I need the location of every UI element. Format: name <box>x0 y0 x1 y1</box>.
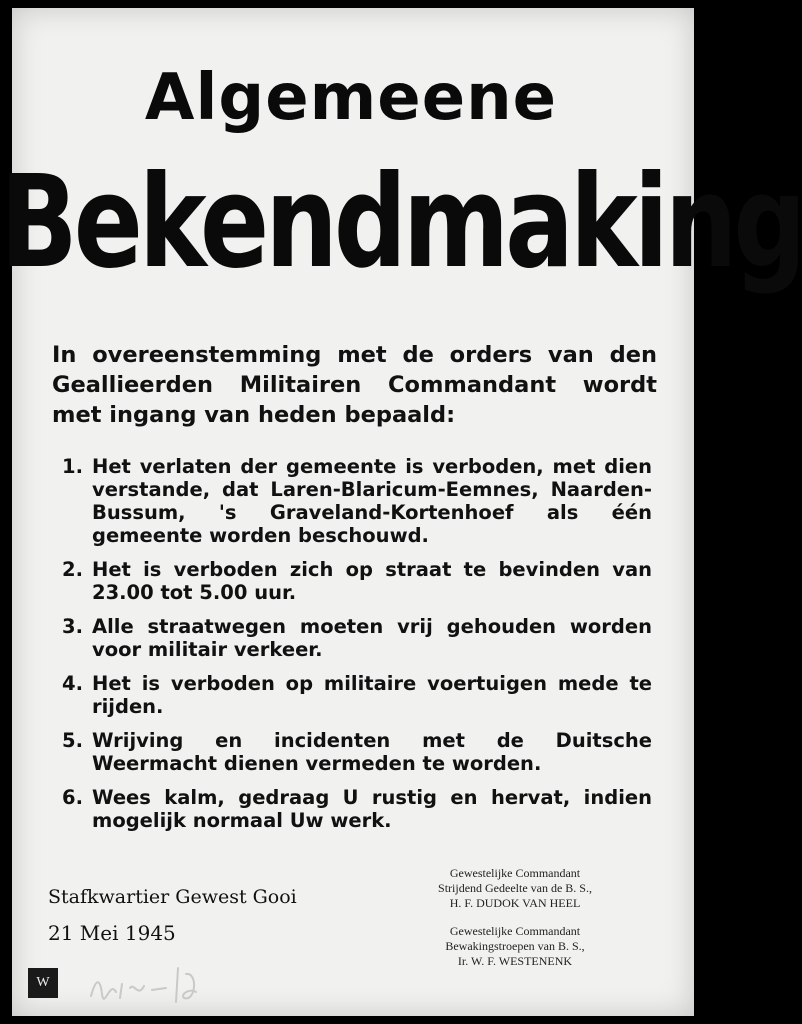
list-item <box>62 729 652 775</box>
item-number: 1. <box>62 455 83 478</box>
poster-title-line1: Algemeene <box>144 61 558 135</box>
item-text: Het is verboden zich op straat te bevinden van 23.00 tot 5.00 uur. <box>92 558 652 604</box>
stamp-letter: W <box>36 975 50 990</box>
item-number: 2. <box>62 558 83 581</box>
ordinance-list <box>62 455 652 843</box>
item-text: Het verlaten der gemeente is verboden, met dien verstande, dat Laren-Blaricum-Eemnes, Naarden-Bussum, 's Graveland-Kortenhoef als één gemeente worden beschouwd. <box>92 455 652 547</box>
item-text: Alle straatwegen moeten vrij gehouden worden voor militair verkeer. <box>92 615 652 661</box>
list-item <box>62 455 652 547</box>
item-number: 4. <box>62 672 83 695</box>
handwritten-note-mark <box>86 958 206 1008</box>
list-item <box>62 615 652 661</box>
list-item <box>62 786 652 832</box>
signature-block-2 <box>390 924 640 969</box>
poster-title-line2: Bekendmaking <box>0 148 802 298</box>
signature-name: H. F. DUDOK VAN HEEL <box>449 896 581 910</box>
signature-role: Gewestelijke Commandant <box>449 924 581 938</box>
signature-unit: Strijdend Gedeelte van de B. S., <box>438 881 592 895</box>
headquarters-label: Stafkwartier Gewest Gooi <box>48 886 297 908</box>
item-number: 6. <box>62 786 83 809</box>
signature-block-1 <box>390 866 640 911</box>
signature-unit: Bewakingstroepen van B. S., <box>445 939 585 953</box>
item-text: Het is verboden op militaire voertuigen mede te rijden. <box>92 672 652 718</box>
issue-date: 21 Mei 1945 <box>48 921 176 945</box>
list-item <box>62 558 652 604</box>
poster-intro: In overeenstemming met de orders van den Geallieerden Militairen Commandant wordt met ingang van heden bepaald: <box>52 342 657 428</box>
signature-name: Ir. W. F. WESTENENK <box>457 954 573 968</box>
item-number: 3. <box>62 615 83 638</box>
signature-role: Gewestelijke Commandant <box>449 866 581 880</box>
item-text: Wrijving en incidenten met de Duitsche Weermacht dienen vermeden te worden. <box>92 729 652 775</box>
item-number: 5. <box>62 729 83 752</box>
item-text: Wees kalm, gedraag U rustig en hervat, indien mogelijk normaal Uw werk. <box>92 786 652 832</box>
archive-stamp-icon <box>28 968 58 998</box>
list-item <box>62 672 652 718</box>
